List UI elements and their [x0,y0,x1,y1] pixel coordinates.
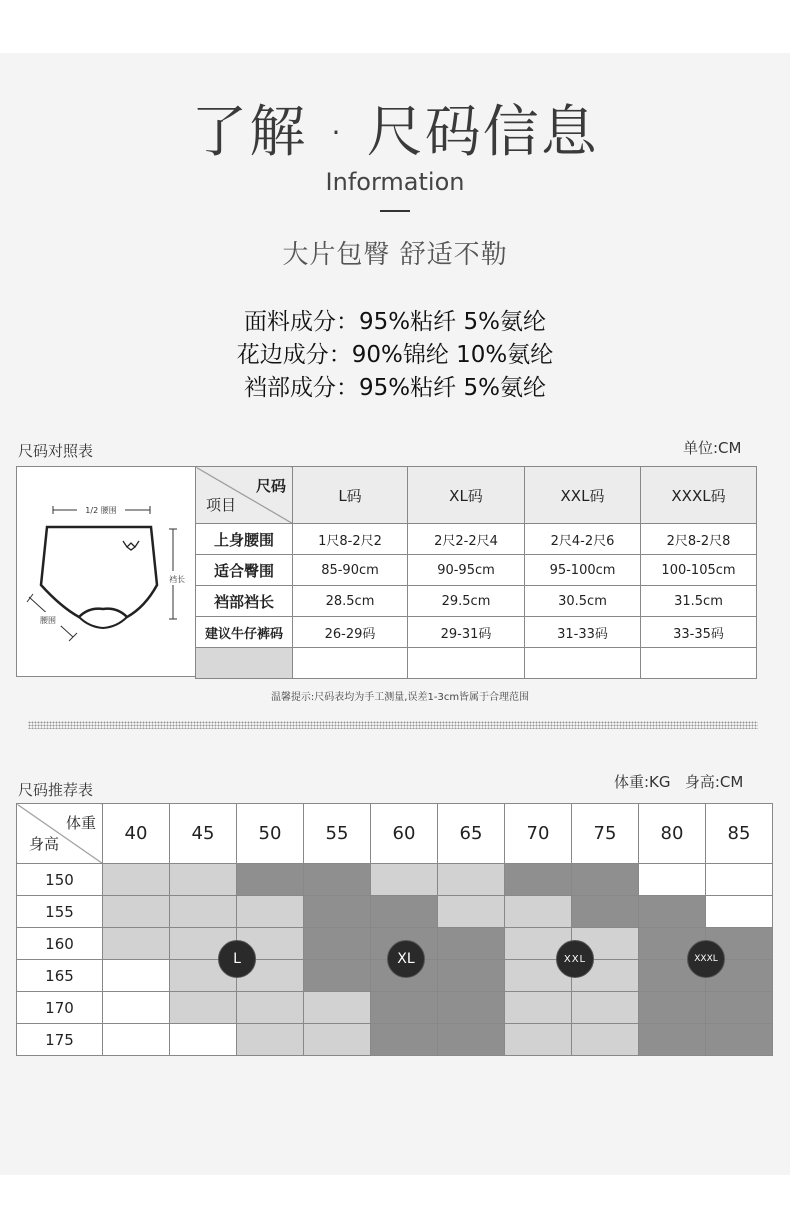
page-subtitle: Information [325,168,465,196]
measure-tip: 温馨提示:尺码表均为手工测量,误差1-3cm皆属于合理范围 [270,692,530,703]
weight-header: 85 [706,804,773,864]
size-cell [639,992,706,1024]
size-cell [304,960,371,992]
size-badge-l: L [218,940,256,978]
size-cell [438,960,505,992]
size-badge-xl: XL [387,940,425,978]
table-cell: 30.5cm [525,586,641,617]
weight-header: 55 [304,804,371,864]
table-cell: 31.5cm [641,586,757,617]
size-cell [572,992,639,1024]
size-cell [103,928,170,960]
size-cell [438,896,505,928]
weight-header: 75 [572,804,639,864]
table-cell: 2尺8-2尺8 [641,524,757,555]
row-label: 适合臀围 [196,555,293,586]
size-cell [572,1024,639,1056]
table-cell: 31-33码 [525,617,641,648]
size-cell [304,896,371,928]
weight-header: 45 [170,804,237,864]
hip-measure-label: 腰围 [40,616,56,625]
column-header: XXXL码 [641,467,757,524]
size-cell [438,992,505,1024]
table-cell: 90-95cm [408,555,525,586]
table-row [196,617,757,648]
size-badge-xxxl: XXXL [687,940,725,978]
row-label: 裆部裆长 [196,586,293,617]
column-header: L码 [293,467,408,524]
recommend-row [17,992,773,1024]
size-table-header [196,467,757,524]
size-cell [237,992,304,1024]
fabric-line: 面料成分：95%粘纤 5%氨纶 [244,309,546,335]
briefs-icon [17,467,196,678]
fabric-line: 裆部成分：95%粘纤 5%氨纶 [244,375,546,401]
row-label: 上身腰围 [196,524,293,555]
page-title: 了解 · 尺码信息 [191,100,599,165]
recommend-row [17,864,773,896]
size-cell [371,864,438,896]
fabric-line: 花边成分：90%锦纶 10%氨纶 [236,342,554,368]
table-cell: 29-31码 [408,617,525,648]
size-cell [505,896,572,928]
size-cell [639,1024,706,1056]
table-cell: 29.5cm [408,586,525,617]
empty-cell [408,648,525,679]
size-cell [304,864,371,896]
recommend-row [17,896,773,928]
size-cell [103,992,170,1024]
empty-cell [196,648,293,679]
size-cell [706,992,773,1024]
table-cell: 100-105cm [641,555,757,586]
size-cell [103,1024,170,1056]
height-label: 160 [17,928,103,960]
height-label: 170 [17,992,103,1024]
size-cell [572,896,639,928]
size-cell [706,896,773,928]
table-cell: 2尺4-2尺6 [525,524,641,555]
table-cell: 1尺8-2尺2 [293,524,408,555]
corner-size-label: 尺码 [255,477,286,495]
size-cell [371,896,438,928]
size-cell [438,928,505,960]
empty-cell [525,648,641,679]
size-cell [170,864,237,896]
size-cell [706,864,773,896]
size-cell [170,1024,237,1056]
table-cell: 95-100cm [525,555,641,586]
weight-header: 50 [237,804,304,864]
size-cell [304,992,371,1024]
size-cell [505,1024,572,1056]
table-row-empty [196,648,757,679]
height-label: 165 [17,960,103,992]
size-cell [237,1024,304,1056]
weight-header: 60 [371,804,438,864]
size-cell [505,864,572,896]
empty-cell [293,648,408,679]
size-badge-xxl: XXL [556,940,594,978]
corner-weight-label: 体重 [65,814,96,832]
size-table-corner [196,467,293,524]
size-cell [371,1024,438,1056]
size-table [195,466,757,679]
empty-cell [641,648,757,679]
size-cell [237,896,304,928]
column-header: XL码 [408,467,525,524]
table-cell: 26-29码 [293,617,408,648]
table-cell: 28.5cm [293,586,408,617]
size-cell [170,896,237,928]
size-cell [706,1024,773,1056]
weight-header: 70 [505,804,572,864]
recommend-corner [17,804,103,864]
table-cell: 33-35码 [641,617,757,648]
size-cell [438,864,505,896]
size-table-unit: 单位:CM [683,439,742,457]
size-cell [237,864,304,896]
size-cell [639,864,706,896]
length-measure-label: 裆长 [169,575,185,584]
table-cell: 85-90cm [293,555,408,586]
recommend-header [17,804,773,864]
weight-header: 65 [438,804,505,864]
size-cell [103,960,170,992]
weight-header: 80 [639,804,706,864]
table-row [196,586,757,617]
size-cell [170,992,237,1024]
height-label: 155 [17,896,103,928]
size-cell [304,1024,371,1056]
recommend-table [16,803,773,1056]
title-divider [380,210,410,212]
garment-diagram [16,466,195,677]
table-row [196,524,757,555]
height-label: 150 [17,864,103,896]
size-cell [572,864,639,896]
row-label: 建议牛仔裤码 [196,617,293,648]
fabric-info [0,306,790,405]
waist-measure-label: 1/2 腰围 [85,506,117,515]
weight-header: 40 [103,804,170,864]
size-cell [639,896,706,928]
size-cell [371,992,438,1024]
size-cell [304,928,371,960]
height-label: 175 [17,1024,103,1056]
recommend-row [17,1024,773,1056]
size-cell [103,864,170,896]
corner-height-label: 身高 [29,835,60,853]
table-row [196,555,757,586]
table-cell: 2尺2-2尺4 [408,524,525,555]
size-cell [438,1024,505,1056]
corner-item-label: 项目 [206,496,237,514]
recommend-table-unit: 体重:KG 身高:CM [614,773,744,791]
slogan: 大片包臀 舒适不勒 [282,240,508,270]
dotted-divider [28,721,758,729]
column-header: XXL码 [525,467,641,524]
size-table-title: 尺码对照表 [18,442,94,460]
size-cell [505,992,572,1024]
size-cell [103,896,170,928]
recommend-table-title: 尺码推荐表 [18,781,94,799]
